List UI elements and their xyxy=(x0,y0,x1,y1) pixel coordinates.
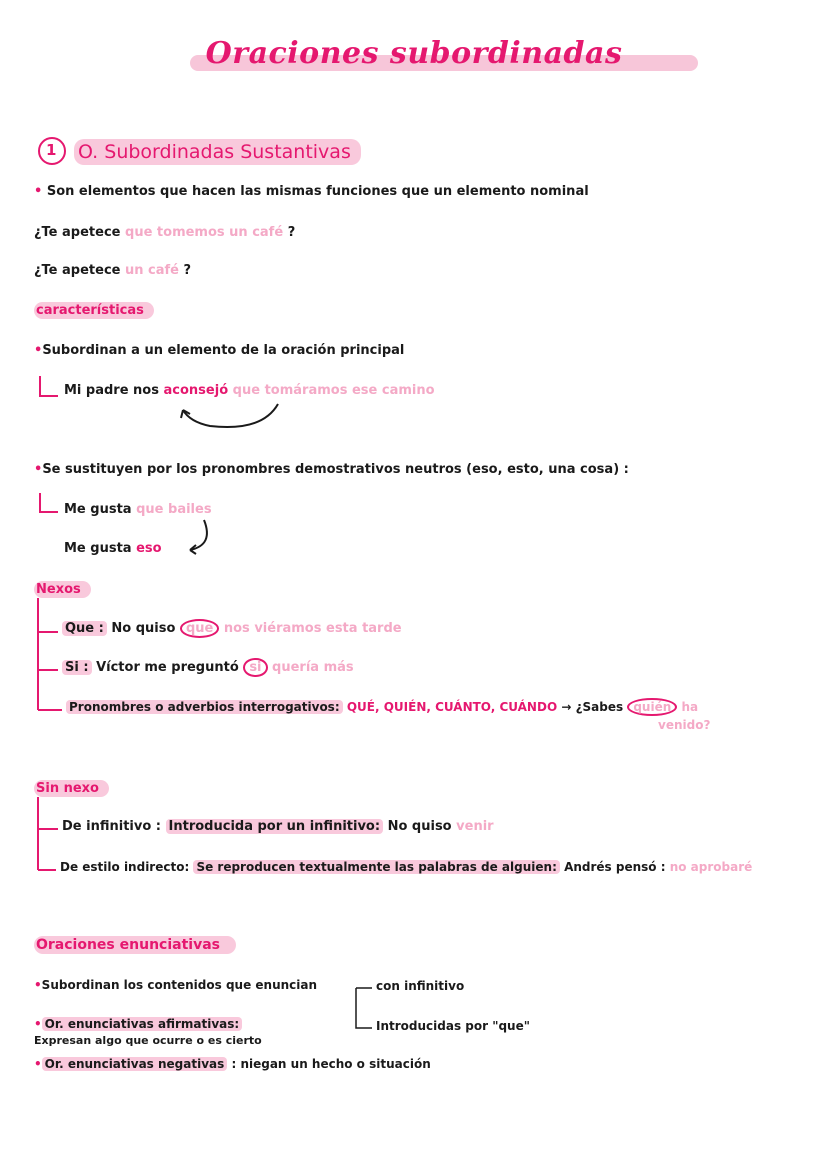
ex2-subordinate: que bailes xyxy=(136,502,212,517)
ex-subordinate: tomáramos ese camino xyxy=(264,383,435,398)
example-2-noun: un café xyxy=(125,263,180,278)
infinitivo-label: De infinitivo : xyxy=(62,819,161,834)
negativas-def: : niegan un hecho o situación xyxy=(231,1057,431,1071)
ex-verb: aconsejó xyxy=(163,383,229,398)
nexo-si xyxy=(62,660,354,675)
nexo-que-start: No quiso xyxy=(111,621,176,636)
nexo-pronombres-label: Pronombres o adverbios interrogativos: xyxy=(66,700,343,714)
arrow-icon: → xyxy=(561,700,572,714)
caracteristica-2-example-2 xyxy=(64,541,162,556)
ex3-pronoun: eso xyxy=(136,541,162,556)
nexo-si-circled: si xyxy=(243,658,267,677)
indirecto-def: Se reproducen textualmente las palabras de alguien: xyxy=(193,860,559,874)
example-1-end: ? xyxy=(287,225,296,240)
negativas-label: Or. enunciativas negativas xyxy=(42,1057,228,1071)
nexo-si-label: Si : xyxy=(62,660,92,675)
example-line-2 xyxy=(34,263,191,278)
enunciativas-heading: Oraciones enunciativas xyxy=(34,936,236,954)
afirmativas-label: Or. enunciativas afirmativas: xyxy=(42,1017,243,1031)
nexo-que xyxy=(62,621,402,636)
caracteristica-2-example-1 xyxy=(64,502,212,517)
nexo-si-start: Víctor me preguntó xyxy=(96,660,239,675)
ex2-start: Me gusta xyxy=(64,502,132,517)
example-line-1 xyxy=(34,225,295,240)
nexos-heading: Nexos xyxy=(34,581,91,598)
sin-nexo-indirecto xyxy=(60,860,752,874)
ex-nexo: que xyxy=(232,383,261,398)
infinitivo-ex: No quiso xyxy=(387,819,452,834)
caracteristica-1: •Subordinan a un elemento de la oración principal xyxy=(34,343,405,358)
indirecto-label: De estilo indirecto: xyxy=(60,860,190,874)
afirmativas-def: Expresan algo que ocurre o es cierto xyxy=(34,1034,262,1047)
ex3-start: Me gusta xyxy=(64,541,132,556)
indirecto-ex-quote: no aprobaré xyxy=(669,860,753,874)
nexo-que-rest: nos viéramos esta tarde xyxy=(223,621,402,636)
nexo-si-rest: quería más xyxy=(272,660,354,675)
caracteristica-1-example xyxy=(64,383,435,398)
nexo-que-circled: que xyxy=(180,619,219,638)
example-2-end: ? xyxy=(183,263,192,278)
example-1-subordinate: que tomemos un café xyxy=(125,225,284,240)
indirecto-ex: Andrés pensó : xyxy=(564,860,666,874)
negativas-line: • Or. enunciativas negativas : niegan un hecho o situación xyxy=(34,1057,431,1071)
caracteristica-2: •Se sustituyen por los pronombres demostrativos neutros (eso, esto, una cosa) : xyxy=(34,462,629,477)
page-title: Oraciones subordinadas xyxy=(205,36,623,71)
example-2-start: ¿Te apetece xyxy=(34,263,121,278)
definition-line: • Son elementos que hacen las mismas funciones que un elemento nominal xyxy=(34,184,589,199)
ex-start: Mi padre nos xyxy=(64,383,159,398)
nexo-pronombres xyxy=(66,700,698,714)
caracteristicas-heading: características xyxy=(34,302,154,319)
nexo-que-label: Que : xyxy=(62,621,107,636)
definition-text: Son elementos que hacen las mismas funciones que un elemento nominal xyxy=(46,184,589,199)
enunciativas-point-text: Subordinan los contenidos que enuncian xyxy=(41,978,318,992)
infinitivo-def: Introducida por un infinitivo: xyxy=(166,819,384,834)
afirmativas-line: • Or. enunciativas afirmativas: xyxy=(34,1017,242,1031)
nexo-pron-continuation: venido? xyxy=(658,718,711,732)
sin-nexo-infinitivo xyxy=(62,819,494,834)
nexo-pron-rest: ha xyxy=(681,700,699,714)
nexo-pron-circled: quién xyxy=(627,698,677,716)
sin-nexo-heading: Sin nexo xyxy=(34,780,109,797)
enunciativas-branch-2: Introducidas por "que" xyxy=(376,1019,530,1033)
enunciativas-point: •Subordinan los contenidos que enuncian xyxy=(34,978,318,992)
example-1-start: ¿Te apetece xyxy=(34,225,121,240)
nexo-pron-start: ¿Sabes xyxy=(575,700,624,714)
section-number: 1 xyxy=(46,141,57,159)
infinitivo-ex-verb: venir xyxy=(456,819,494,834)
caracteristica-1-text: Subordinan a un elemento de la oración principal xyxy=(42,343,405,358)
nexo-pronombres-list: QUÉ, QUIÉN, CUÁNTO, CUÁNDO xyxy=(346,700,558,714)
caracteristica-2-text: Se sustituyen por los pronombres demostrativos neutros (eso, esto, una cosa) : xyxy=(42,462,629,477)
section-heading: O. Subordinadas Sustantivas xyxy=(74,139,361,165)
enunciativas-branch-1: con infinitivo xyxy=(376,979,465,993)
